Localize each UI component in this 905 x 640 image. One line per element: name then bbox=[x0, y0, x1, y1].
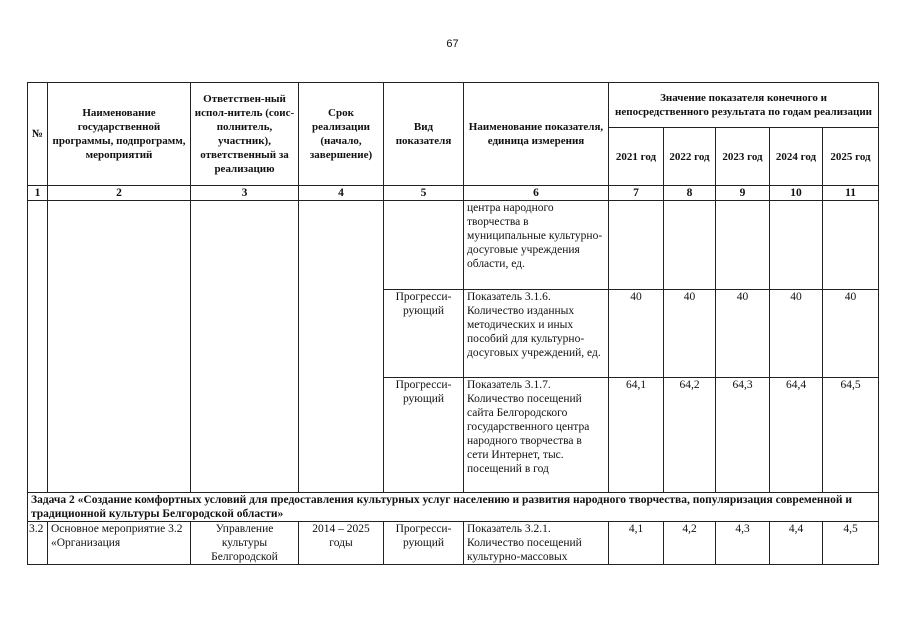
indicators-table bbox=[27, 82, 879, 565]
column-number: 11 bbox=[823, 186, 879, 201]
cell-program: Основное мероприятие 3.2 «Организация bbox=[48, 522, 191, 565]
cell-number: 3.2 bbox=[28, 522, 48, 565]
cell-value bbox=[770, 201, 823, 290]
cell-value: 4,2 bbox=[664, 522, 716, 565]
column-number: 8 bbox=[664, 186, 716, 201]
column-number: 7 bbox=[609, 186, 664, 201]
page-number: 67 bbox=[446, 38, 459, 50]
header-kind: Вид показателя bbox=[384, 83, 464, 186]
task-title: Задача 2 «Создание комфортных условий для предоставления культурных услуг населению и развития народного творчества, популяризация современной и традиционной культуры Белгородской области» bbox=[28, 493, 879, 522]
header-executor: Ответствен-ный испол-нитель (соис-полнитель, участник), ответственный за реализацию bbox=[191, 83, 299, 186]
column-number: 10 bbox=[770, 186, 823, 201]
column-number: 6 bbox=[464, 186, 609, 201]
cell-value: 40 bbox=[609, 290, 664, 378]
cell-indicator: Показатель 3.1.7. Количество посещений сайта Белгородского государственного центра народного творчества в сети Интернет, тыс. посещений в год bbox=[464, 378, 609, 493]
header-values-group: Значение показателя конечного и непосредственного результата по годам реализации bbox=[609, 83, 879, 128]
cell-period: 2014 – 2025 годы bbox=[299, 522, 384, 565]
cell-number bbox=[28, 201, 48, 493]
cell-executor: Управление культуры Белгородской bbox=[191, 522, 299, 565]
cell-value: 40 bbox=[664, 290, 716, 378]
cell-value bbox=[823, 201, 879, 290]
header-row bbox=[28, 83, 879, 128]
header-year: 2025 год bbox=[823, 128, 879, 186]
cell-kind: Прогресси-рующий bbox=[384, 290, 464, 378]
cell-kind: Прогресси-рующий bbox=[384, 378, 464, 493]
column-number: 5 bbox=[384, 186, 464, 201]
cell-program bbox=[48, 201, 191, 493]
header-year: 2023 год bbox=[716, 128, 770, 186]
cell-value: 4,5 bbox=[823, 522, 879, 565]
column-number: 2 bbox=[48, 186, 191, 201]
column-number: 4 bbox=[299, 186, 384, 201]
cell-value: 40 bbox=[770, 290, 823, 378]
task-row bbox=[28, 493, 879, 522]
cell-value bbox=[716, 201, 770, 290]
cell-kind bbox=[384, 201, 464, 290]
header-period: Срок реализации (начало, завершение) bbox=[299, 83, 384, 186]
table-row bbox=[28, 201, 879, 290]
cell-value: 64,4 bbox=[770, 378, 823, 493]
header-program: Наименование государственной программы, подпрограмм, мероприятий bbox=[48, 83, 191, 186]
cell-value: 4,3 bbox=[716, 522, 770, 565]
header-year: 2022 год bbox=[664, 128, 716, 186]
cell-value: 40 bbox=[716, 290, 770, 378]
table-row bbox=[28, 522, 879, 565]
header-indicator: Наименование показателя, единица измерения bbox=[464, 83, 609, 186]
cell-value: 4,4 bbox=[770, 522, 823, 565]
cell-value bbox=[609, 201, 664, 290]
cell-indicator: центра народного творчества в муниципальные культурно-досуговые учреждения области, ед. bbox=[464, 201, 609, 290]
cell-value: 4,1 bbox=[609, 522, 664, 565]
header-year: 2021 год bbox=[609, 128, 664, 186]
cell-value: 64,5 bbox=[823, 378, 879, 493]
column-numbers-row bbox=[28, 186, 879, 201]
cell-kind: Прогресси-рующий bbox=[384, 522, 464, 565]
cell-value: 64,3 bbox=[716, 378, 770, 493]
column-number: 1 bbox=[28, 186, 48, 201]
cell-value: 64,2 bbox=[664, 378, 716, 493]
cell-indicator: Показатель 3.1.6. Количество изданных методических и иных пособий для культурно-досуговых учреждений, ед. bbox=[464, 290, 609, 378]
header-number: № bbox=[28, 83, 48, 186]
header-year: 2024 год bbox=[770, 128, 823, 186]
cell-period bbox=[299, 201, 384, 493]
cell-value: 64,1 bbox=[609, 378, 664, 493]
cell-indicator: Показатель 3.2.1. Количество посещений культурно-массовых bbox=[464, 522, 609, 565]
cell-value: 40 bbox=[823, 290, 879, 378]
column-number: 9 bbox=[716, 186, 770, 201]
column-number: 3 bbox=[191, 186, 299, 201]
cell-executor bbox=[191, 201, 299, 493]
cell-value bbox=[664, 201, 716, 290]
